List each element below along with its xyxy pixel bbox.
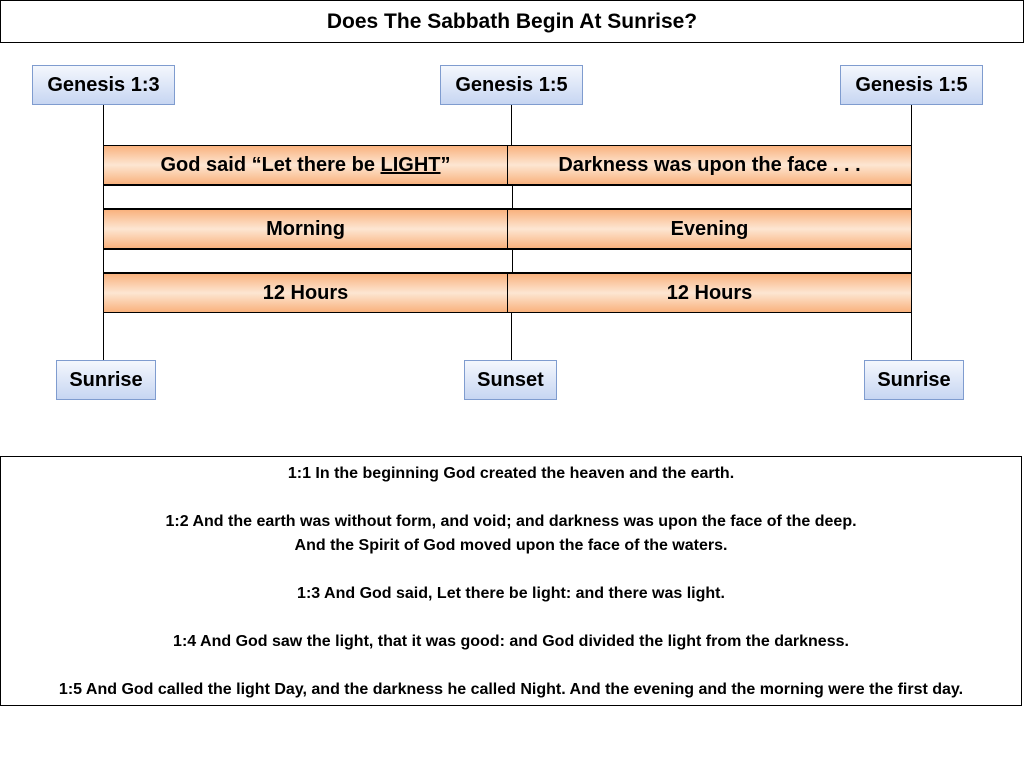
verse-1-4 bbox=[1, 630, 1021, 654]
light-prefix: God said “Let there be bbox=[160, 153, 381, 176]
band-cell-hours-left bbox=[104, 274, 507, 312]
page-title bbox=[0, 0, 1024, 43]
band-gap-divider bbox=[512, 250, 513, 272]
reference-box-genesis-1-3 bbox=[32, 65, 175, 105]
marker-sunrise-right bbox=[864, 360, 964, 400]
light-suffix: ” bbox=[440, 153, 451, 176]
band-cell-evening bbox=[507, 210, 911, 248]
verse-line: 1:3 And God said, Let there be light: and there was light. bbox=[297, 585, 725, 602]
reference-label: Genesis 1:3 bbox=[47, 73, 160, 96]
marker-sunset bbox=[464, 360, 557, 400]
verse-line: 1:1 In the beginning God created the heaven and the earth. bbox=[287, 465, 735, 482]
verse-line: And the Spirit of God moved upon the face of the waters. bbox=[294, 537, 728, 554]
verse-text-box bbox=[0, 456, 1022, 706]
band-cell-darkness bbox=[507, 146, 911, 184]
reference-box-genesis-1-5-middle bbox=[440, 65, 583, 105]
reference-box-genesis-1-5-right bbox=[840, 65, 983, 105]
band-cell-hours-right bbox=[507, 274, 911, 312]
band-light-darkness bbox=[103, 145, 912, 185]
reference-label: Genesis 1:5 bbox=[455, 73, 568, 96]
band-cell-morning bbox=[104, 210, 507, 248]
verse-line: 1:2 And the earth was without form, and void; and darkness was upon the face of the deep. bbox=[165, 513, 857, 530]
band-gap bbox=[103, 185, 912, 209]
band-gap bbox=[103, 249, 912, 273]
band-gap-divider bbox=[512, 186, 513, 208]
band-morning-evening bbox=[103, 209, 912, 249]
marker-label: Sunset bbox=[477, 368, 544, 391]
light-emphasis: LIGHT bbox=[380, 153, 441, 176]
verse-1-1 bbox=[1, 462, 1021, 486]
verse-line: 1:4 And God saw the light, that it was good: and God divided the light from the darkness. bbox=[173, 633, 849, 650]
darkness-label: Darkness was upon the face . . . bbox=[558, 153, 861, 176]
marker-label: Sunrise bbox=[877, 368, 951, 391]
band-hours bbox=[103, 273, 912, 313]
marker-label: Sunrise bbox=[69, 368, 143, 391]
hours-right-label: 12 Hours bbox=[666, 281, 753, 304]
morning-label: Morning bbox=[266, 217, 345, 240]
reference-label: Genesis 1:5 bbox=[855, 73, 968, 96]
verse-1-2 bbox=[1, 510, 1021, 558]
marker-sunrise-left bbox=[56, 360, 156, 400]
evening-label: Evening bbox=[670, 217, 749, 240]
band-cell-light bbox=[104, 146, 507, 184]
page-title-text: Does The Sabbath Begin At Sunrise? bbox=[326, 9, 698, 33]
verse-1-5 bbox=[1, 678, 1021, 702]
verse-1-3 bbox=[1, 582, 1021, 606]
verse-line: 1:5 And God called the light Day, and the darkness he called Night. And the evening and the morning were the first day. bbox=[58, 681, 964, 698]
hours-left-label: 12 Hours bbox=[262, 281, 349, 304]
